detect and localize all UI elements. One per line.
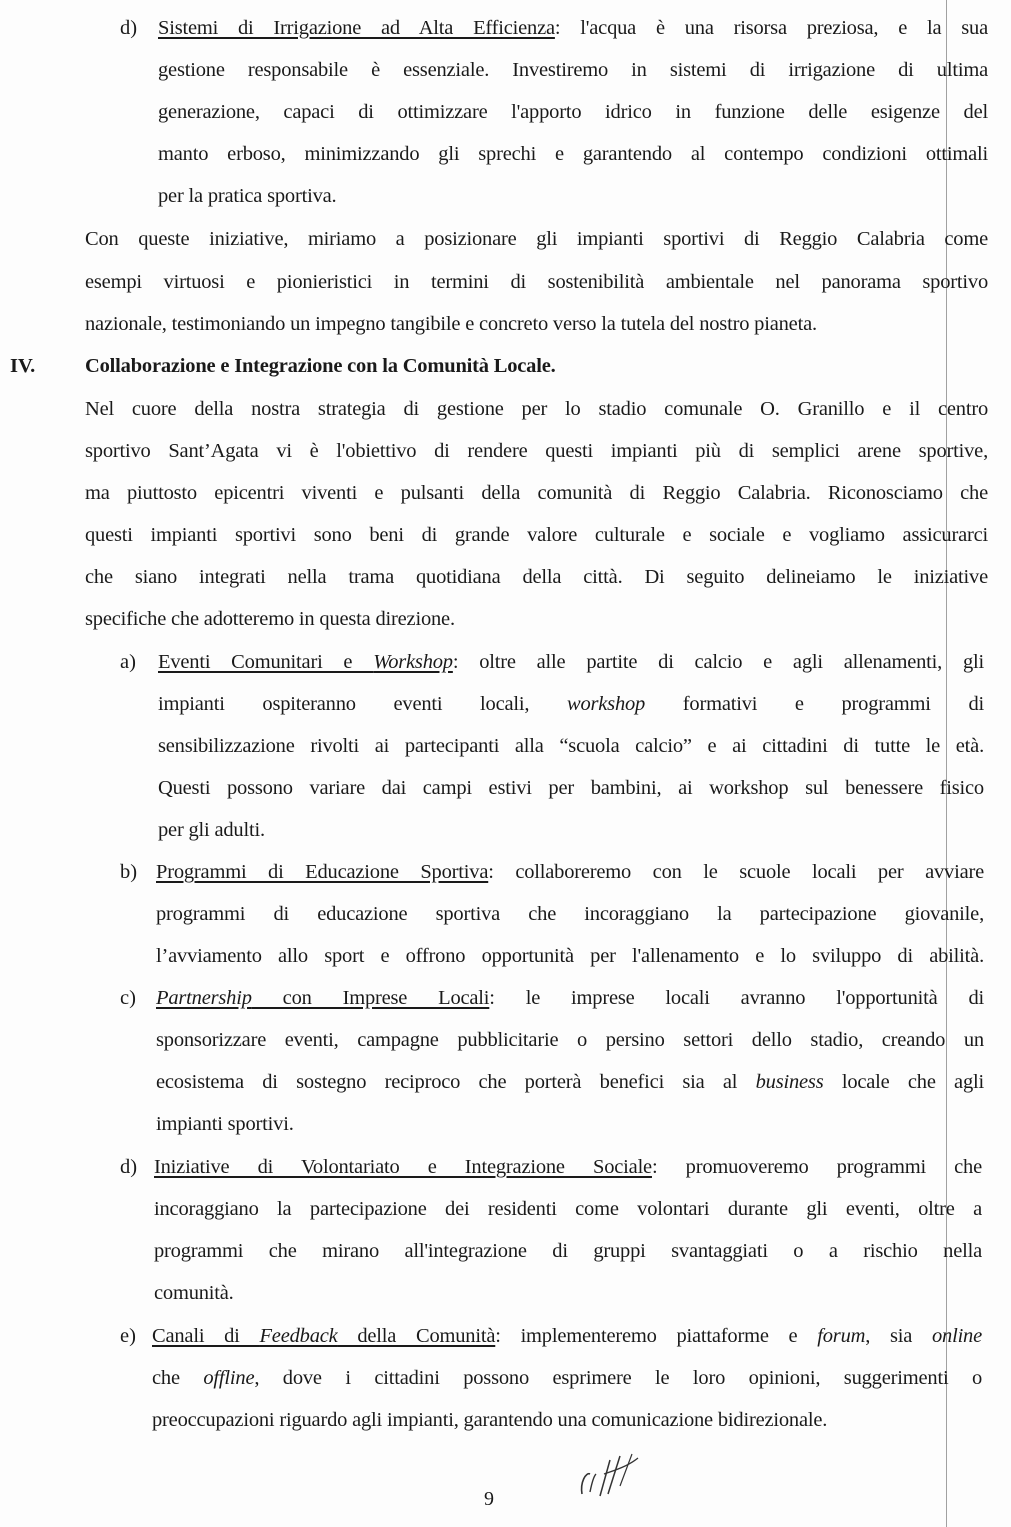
text-line: questi impianti sportivi sono beni di grande valore culturale e sociale e vogliamo assicurarci [85, 524, 988, 546]
text-span: , dove i cittadini possono esprimere le loro opinioni, suggerimenti o [254, 1367, 982, 1389]
text-span: workshop [566, 693, 646, 715]
text-line: programmi che mirano all'integrazione di gruppi svantaggiati o a rischio nella [154, 1240, 982, 1262]
text-line: nazionale, testimoniando un impegno tangibile e concreto verso la tutela del nostro pianeta. [85, 313, 817, 335]
text-line: preoccupazioni riguardo agli impianti, garantendo una comunicazione bidirezionale. [152, 1409, 828, 1431]
text-span: locale che agli [823, 1071, 984, 1093]
text-span: forum [817, 1325, 866, 1347]
text-span: Feedback [259, 1325, 338, 1347]
item-title: Sistemi di Irrigazione ad Alta Efficienza [158, 17, 555, 39]
text-span: ecosistema di sostegno reciproco che porterà benefici sia al [156, 1071, 756, 1093]
text-span: offline [203, 1367, 255, 1389]
text-line: Nel cuore della nostra strategia di gestione per lo stadio comunale O. Granillo e il centro [85, 398, 988, 420]
text-line [158, 650, 984, 674]
text-line: sportivo Sant’Agata vi è l'obiettivo di rendere questi impianti più di semplici arene sportive, [85, 440, 988, 462]
text-line: per la pratica sportiva. [158, 185, 337, 207]
text-line: comunità. [154, 1282, 234, 1304]
text-span: che [152, 1367, 204, 1389]
text-span: : le imprese locali avranno l'opportunità di [489, 987, 984, 1009]
text-line: specifiche che adotteremo in questa direzione. [85, 608, 455, 630]
page-number: 9 [484, 1488, 494, 1510]
list-label: d) [120, 17, 138, 39]
text-span: : promuoveremo programmi che [651, 1156, 983, 1178]
text-span: Canali di [152, 1325, 260, 1347]
text-line [156, 986, 984, 1010]
text-span: Partnership [156, 987, 252, 1009]
text-line: incoraggiano la partecipazione dei residenti come volontari durante gli eventi, oltre a [154, 1198, 982, 1220]
text-line: l’avviamento allo sport e offrono opportunità per l'allenamento e lo sviluppo di abilità. [156, 945, 984, 967]
text-line [152, 1366, 982, 1390]
list-label: a) [120, 651, 136, 673]
text-span: online [931, 1325, 983, 1347]
list-label: e) [120, 1325, 136, 1347]
item-title: Programmi di Educazione Sportiva [156, 861, 489, 883]
list-label: c) [120, 987, 136, 1009]
text-span: : l'acqua è una risorsa preziosa, e la sua [554, 17, 988, 39]
text-line [156, 1070, 984, 1094]
text-span: Workshop [373, 651, 453, 673]
text-line: sensibilizzazione rivolti ai partecipanti alla “scuola calcio” e ai cittadini di tutte le età. [158, 735, 984, 757]
text-line: per gli adulti. [158, 819, 265, 841]
text-span: della Comunità [337, 1325, 496, 1347]
handwritten-signature-icon [576, 1452, 646, 1507]
text-line: impianti sportivi. [156, 1113, 294, 1135]
text-span: con Imprese Locali [251, 987, 490, 1009]
text-line [156, 860, 984, 884]
item-title [158, 651, 453, 673]
section-title: Collaborazione e Integrazione con la Comunità Locale. [85, 355, 556, 377]
text-line [154, 1155, 982, 1179]
item-title [152, 1325, 495, 1347]
text-line: gestione responsabile è essenziale. Investiremo in sistemi di irrigazione di ultima [158, 59, 988, 81]
section-numeral: IV. [10, 355, 36, 377]
item-title [156, 987, 489, 1009]
text-line: manto erboso, minimizzando gli sprechi e garantendo al contempo condizioni ottimali [158, 143, 988, 165]
text-line: Questi possono variare dai campi estivi per bambini, ai workshop sul benessere fisico [158, 777, 984, 799]
text-line: programmi di educazione sportiva che incoraggiano la partecipazione giovanile, [156, 903, 984, 925]
text-span: : implementeremo piattaforme e [495, 1325, 818, 1347]
text-line: sponsorizzare eventi, campagne pubblicitarie o persino settori dello stadio, creando un [156, 1029, 984, 1051]
text-span: : oltre alle partite di calcio e agli allenamenti, gli [452, 651, 984, 673]
text-line: Con queste iniziative, miriamo a posizionare gli impianti sportivi di Reggio Calabria come [85, 228, 988, 250]
list-label: b) [120, 861, 138, 883]
text-span: formativi e programmi di [645, 693, 984, 715]
item-title: Iniziative di Volontariato e Integrazione Sociale [154, 1156, 652, 1178]
text-span: : collaboreremo con le scuole locali per avviare [488, 861, 984, 883]
text-span: Eventi Comunitari e [158, 651, 374, 673]
text-line: esempi virtuosi e pionieristici in termini di sostenibilità ambientale nel panorama sportivo [85, 271, 988, 293]
list-label: d) [120, 1156, 138, 1178]
text-line: generazione, capaci di ottimizzare l'apporto idrico in funzione delle esigenze del [158, 101, 988, 123]
text-span: , sia [865, 1325, 932, 1347]
text-line [158, 692, 984, 716]
text-line: che siano integrati nella trama quotidiana della città. Di seguito delineiamo le iniziative [85, 566, 988, 588]
text-span: impianti ospiteranno eventi locali, [158, 693, 567, 715]
text-line [158, 16, 988, 40]
text-line [152, 1324, 982, 1348]
text-line: ma piuttosto epicentri viventi e pulsanti della comunità di Reggio Calabria. Riconosciamo che [85, 482, 988, 504]
text-span: business [755, 1071, 824, 1093]
